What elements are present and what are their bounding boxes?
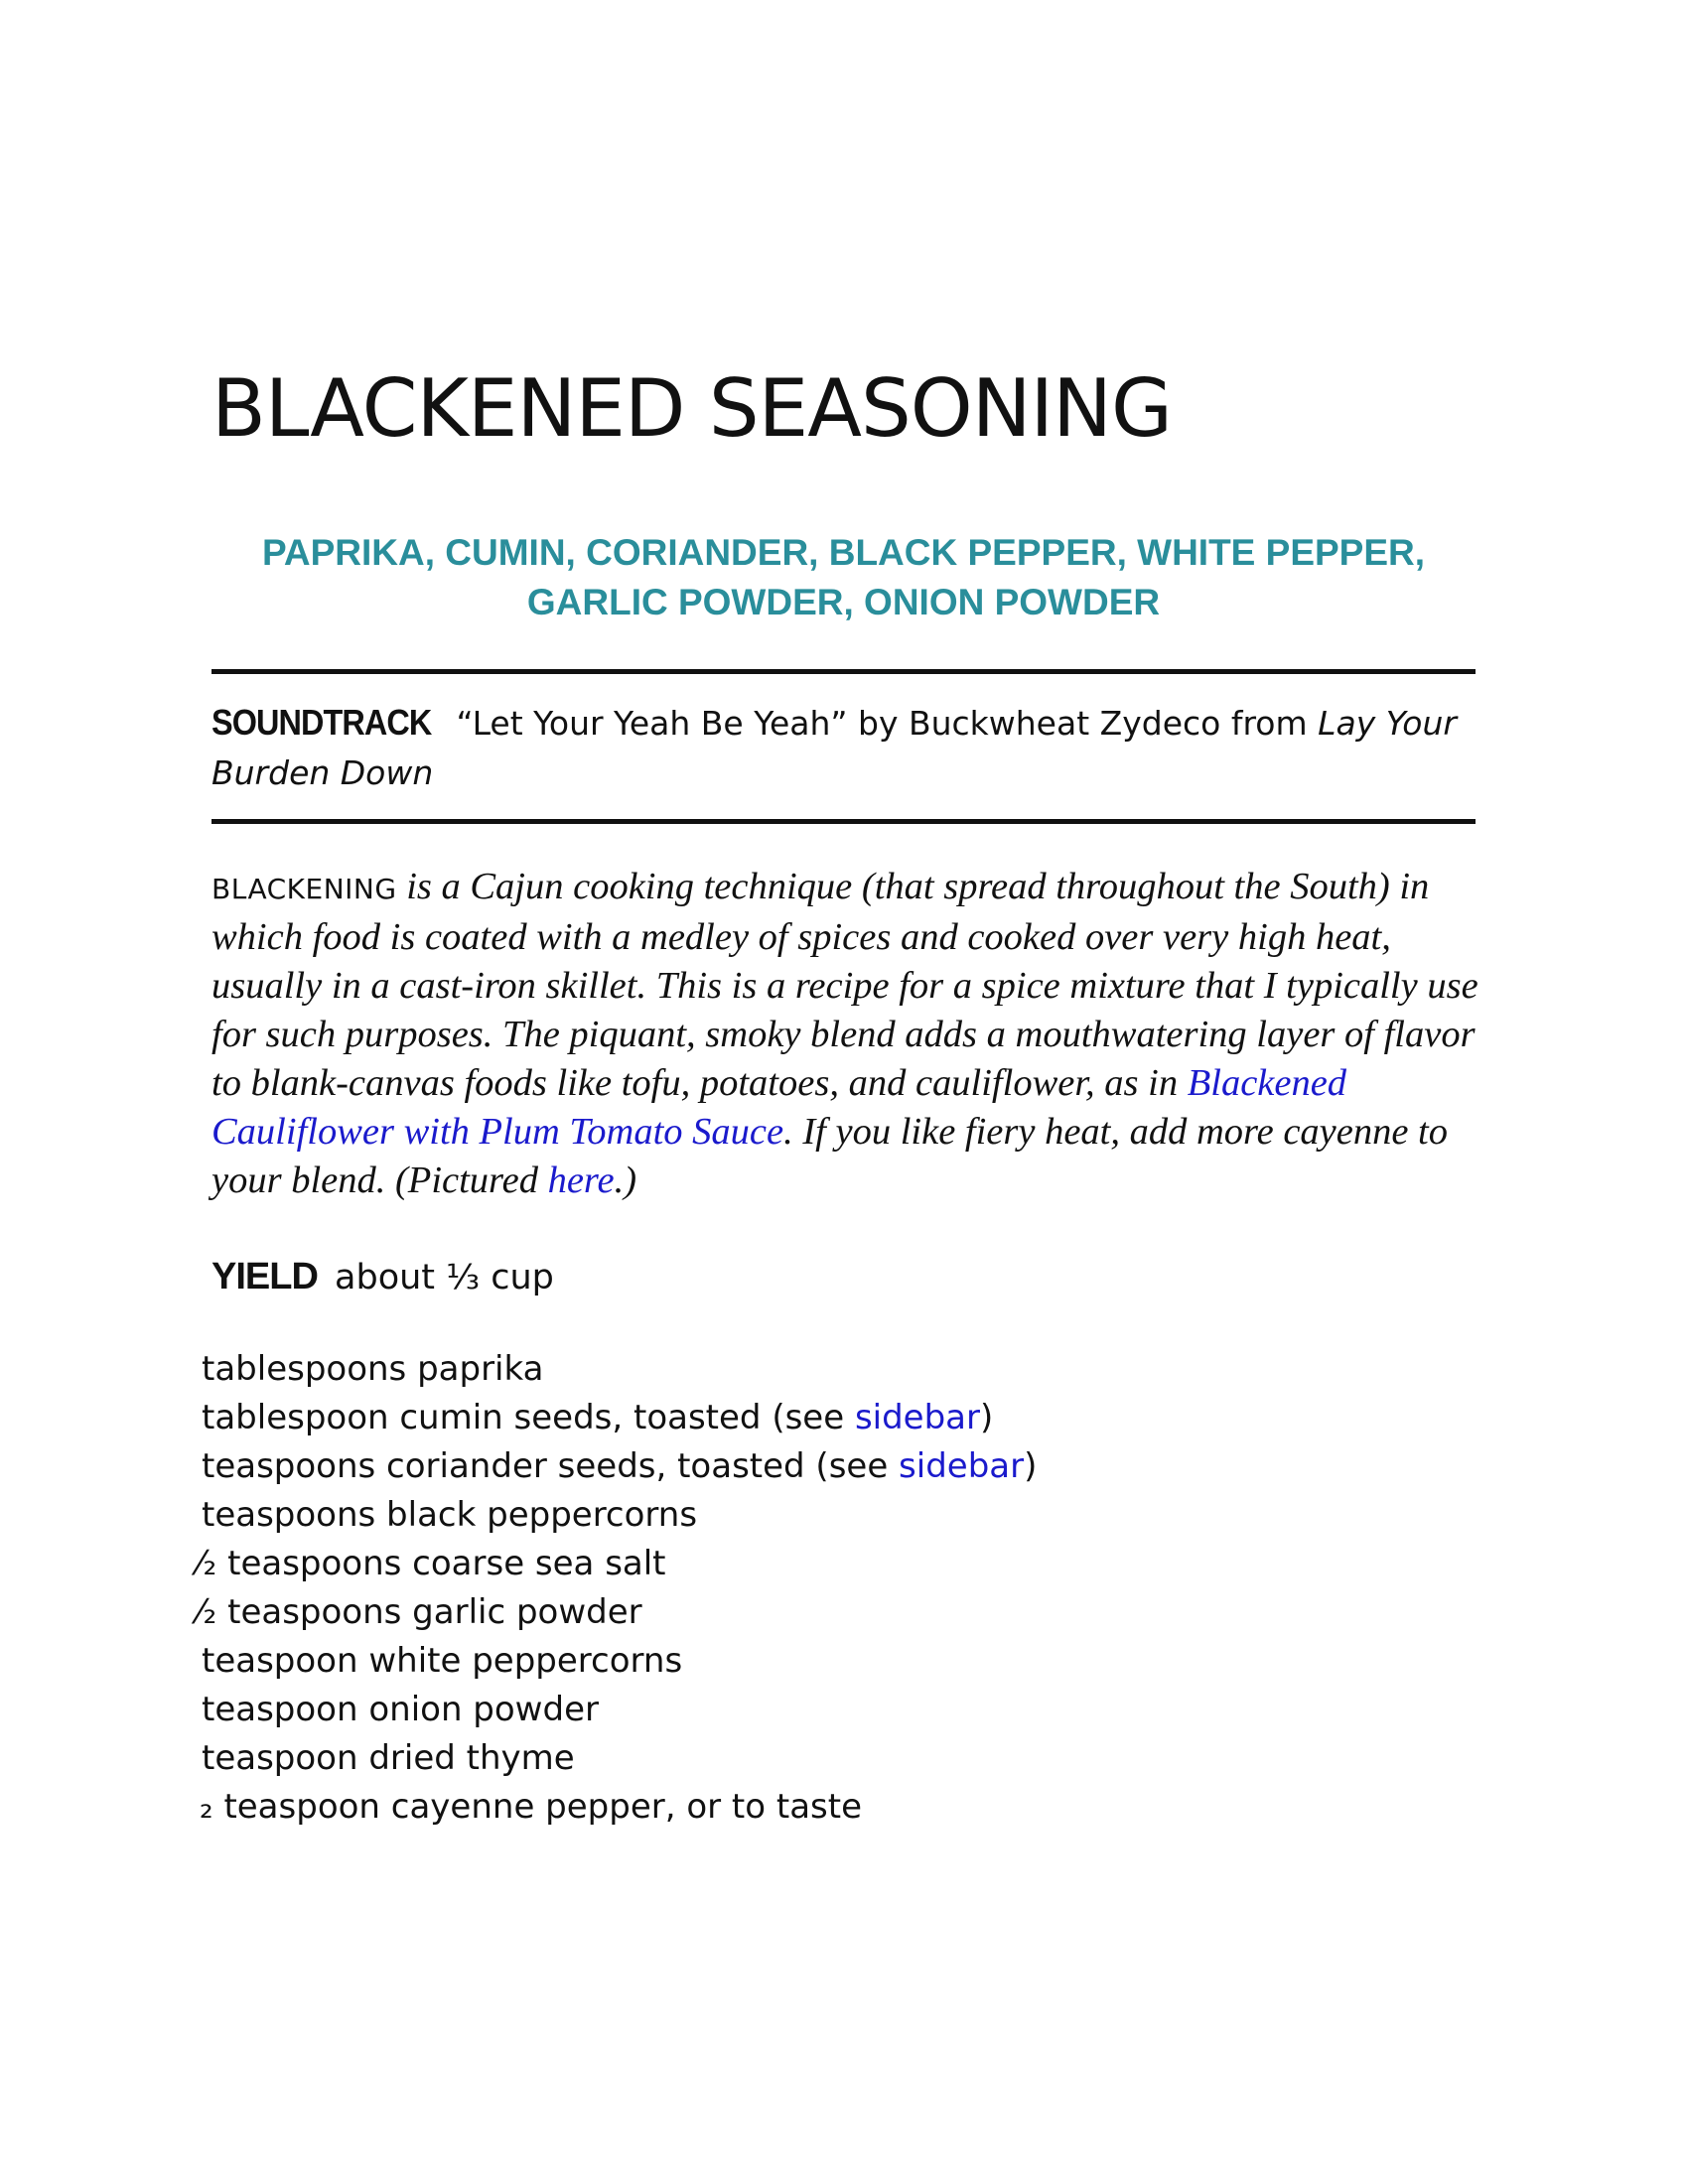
ingredient-text	[202, 1442, 1037, 1491]
intro-text-3: .)	[614, 1160, 637, 1201]
ingredient-text	[202, 1345, 543, 1394]
ingredient-list	[198, 1345, 1492, 1832]
ingredient-text	[202, 1637, 682, 1686]
soundtrack-label: SOUNDTRACK	[211, 702, 432, 743]
yield	[211, 1252, 554, 1302]
ingredient-text-part: teaspoon dried thyme	[202, 1738, 575, 1778]
ingredient-text	[200, 1783, 862, 1832]
ingredient-text	[202, 1491, 697, 1540]
ingredient-text	[198, 1540, 666, 1588]
ingredient-text-part: teaspoon onion powder	[202, 1690, 599, 1729]
ingredient-text-part: teaspoons coriander seeds, toasted (see	[202, 1446, 900, 1486]
ingredient-text-part: teaspoons black peppercorns	[202, 1495, 698, 1535]
ingredient-text	[202, 1394, 993, 1442]
ingredient-text-part: )	[980, 1398, 994, 1437]
ingredient-item	[202, 1394, 1492, 1442]
intro-paragraph	[211, 863, 1482, 1205]
spice-list: PAPRIKA, CUMIN, CORIANDER, BLACK PEPPER, WHITE PEPPER, GARLIC POWDER, ONION POWDER	[261, 532, 1426, 622]
ingredient-text-part: tablespoons paprika	[202, 1349, 544, 1389]
ingredient-text	[202, 1686, 599, 1734]
blackened-cauliflower-link[interactable]: Blackened Cauliflower with Plum Tomato Sauce	[211, 1062, 1347, 1153]
ingredient-item	[202, 1345, 1492, 1394]
pictured-here-link[interactable]: here	[547, 1160, 615, 1201]
intro-text-2: . If you like fiery heat, add more cayenne to your blend. (Pictured	[211, 1111, 1448, 1201]
intro-text-1: is a Cajun cooking technique (that spread throughout the South) in which food is coated with a medley of spices and cooked over very high heat, usually in a cast-iron skillet. This is a recipe for a spice mixture that I typically use for such purposes. The piquant, smoky blend adds a mouthwatering layer of flavor to blank-canvas foods like tofu, potatoes, and cauliflower, as in	[211, 866, 1478, 1104]
ingredient-text	[202, 1734, 575, 1783]
ingredient-text-part: )	[1024, 1446, 1038, 1486]
ingredient-text-part: teaspoon white peppercorns	[202, 1641, 683, 1681]
ingredient-text	[198, 1588, 642, 1637]
intro-lead: BLACKENING	[211, 873, 397, 905]
divider-bottom	[211, 819, 1476, 824]
ingredient-item	[202, 1637, 1492, 1686]
sidebar-link[interactable]: sidebar	[854, 1398, 980, 1437]
ingredient-item	[202, 1734, 1492, 1783]
divider-top	[211, 669, 1476, 674]
ingredient-item	[198, 1588, 1492, 1637]
ingredient-item	[198, 1540, 1492, 1588]
ingredient-item	[202, 1491, 1492, 1540]
ingredient-item	[202, 1783, 1492, 1832]
recipe-title: BLACKENED SEASONING	[211, 362, 1172, 455]
yield-value: about ⅓ cup	[335, 1258, 554, 1297]
yield-label: YIELD	[211, 1256, 318, 1297]
soundtrack-album: Lay Your Burden Down	[211, 704, 1457, 792]
ingredient-item	[202, 1442, 1492, 1491]
soundtrack-song: “Let Your Yeah Be Yeah” by Buckwheat Zydeco from	[456, 704, 1319, 743]
ingredient-item	[202, 1686, 1492, 1734]
ingredient-text-part: ⁄₂ teaspoons garlic powder	[198, 1592, 642, 1632]
ingredient-text-part: ⁄₂ teaspoons coarse sea salt	[198, 1544, 666, 1583]
soundtrack	[211, 698, 1476, 798]
sidebar-link[interactable]: sidebar	[899, 1446, 1025, 1486]
ingredient-text-part: tablespoon cumin seeds, toasted (see	[202, 1398, 855, 1437]
ingredient-text-part: ₂ teaspoon cayenne pepper, or to taste	[200, 1787, 863, 1827]
